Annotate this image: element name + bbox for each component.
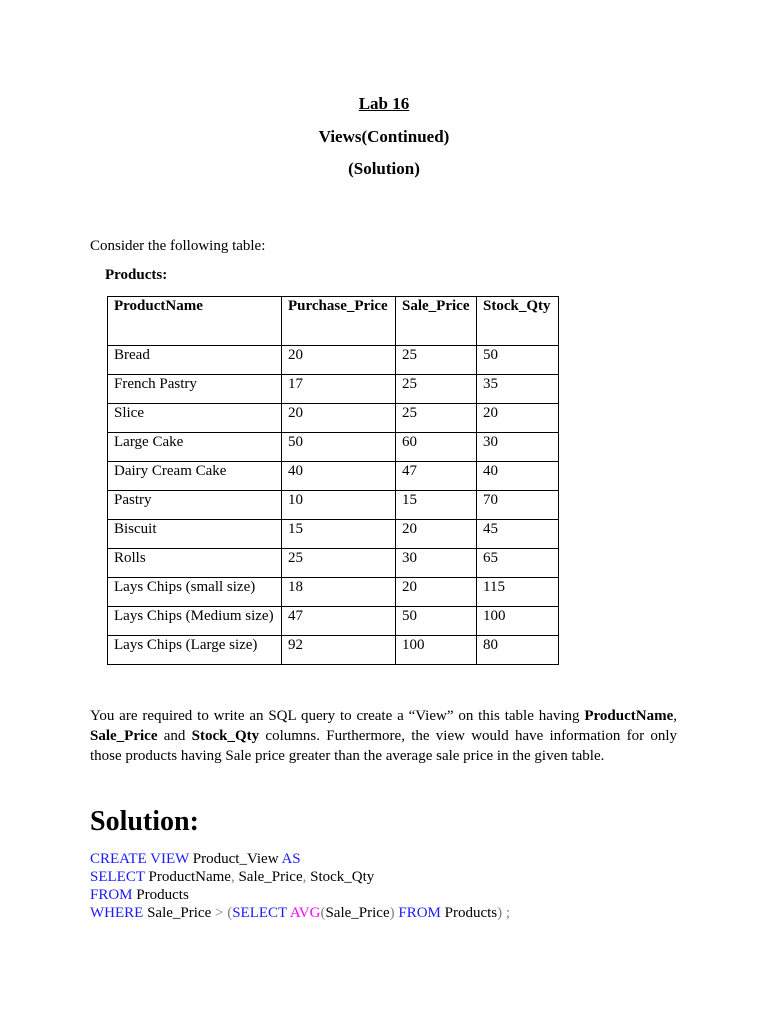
table-cell: 30 (396, 549, 477, 578)
table-cell: 40 (282, 462, 396, 491)
table-cell: 15 (396, 491, 477, 520)
table-cell: 30 (477, 433, 559, 462)
column-header: ProductName (108, 297, 282, 346)
table-cell: 20 (477, 404, 559, 433)
table-row (108, 462, 559, 491)
table-cell: Rolls (108, 549, 282, 578)
table-row (108, 607, 559, 636)
table-cell: 18 (282, 578, 396, 607)
intro-text: Consider the following table: (90, 238, 266, 254)
table-cell: 20 (282, 346, 396, 375)
table-cell: 100 (477, 607, 559, 636)
task-description: You are required to write an SQL query to create a “View” on this table having ProductName, Sale_Price and Stock_Qty columns. Furthermore, the view would have information for only those products having Sale price greater than the average sale price in the given table. (90, 708, 677, 764)
table-cell: 115 (477, 578, 559, 607)
table-cell: Dairy Cream Cake (108, 462, 282, 491)
table-cell: 15 (282, 520, 396, 549)
table-cell: 17 (282, 375, 396, 404)
table-cell: 40 (477, 462, 559, 491)
table-cell: 25 (396, 346, 477, 375)
topic-title: Views(Continued) (318, 127, 450, 146)
table-cell: 50 (477, 346, 559, 375)
table-cell: 47 (396, 462, 477, 491)
table-cell: 100 (396, 636, 477, 665)
table-row (108, 549, 559, 578)
column-header: Stock_Qty (477, 297, 559, 346)
column-header: Sale_Price (396, 297, 477, 346)
table-cell: 35 (477, 375, 559, 404)
solution-heading: Solution: (90, 806, 199, 837)
table-row (108, 636, 559, 665)
table-cell: French Pastry (108, 375, 282, 404)
bold-stock-qty: Stock_Qty (191, 728, 260, 744)
table-cell: 50 (282, 433, 396, 462)
table-header-row (108, 297, 559, 346)
sql-code-block (90, 850, 510, 922)
code-line: FROM Products (90, 887, 189, 903)
table-cell: Bread (108, 346, 282, 375)
table-cell: 20 (282, 404, 396, 433)
table-cell: Lays Chips (small size) (108, 578, 282, 607)
table-cell: 47 (282, 607, 396, 636)
table-cell: 25 (282, 549, 396, 578)
table-cell: 45 (477, 520, 559, 549)
code-line: SELECT ProductName, Sale_Price, Stock_Qty (90, 869, 375, 885)
table-cell: 10 (282, 491, 396, 520)
table-row (108, 404, 559, 433)
table-row (108, 346, 559, 375)
table-cell: 92 (282, 636, 396, 665)
table-cell: 60 (396, 433, 477, 462)
table-cell: Lays Chips (Medium size) (108, 607, 282, 636)
table-cell: 25 (396, 404, 477, 433)
code-line: CREATE VIEW Product_View AS (90, 851, 301, 867)
table-cell: 65 (477, 549, 559, 578)
table-row (108, 520, 559, 549)
table-cell: 70 (477, 491, 559, 520)
table-cell: Slice (108, 404, 282, 433)
solution-subtitle: (Solution) (348, 159, 420, 178)
products-table (107, 296, 559, 665)
table-row (108, 375, 559, 404)
table-cell: Large Cake (108, 433, 282, 462)
table-row (108, 491, 559, 520)
bold-productname: ProductName (584, 708, 674, 724)
table-caption: Products: (105, 267, 168, 283)
table-cell: Lays Chips (Large size) (108, 636, 282, 665)
bold-sale-price: Sale_Price (90, 728, 158, 744)
table-cell: 80 (477, 636, 559, 665)
table-row (108, 578, 559, 607)
table-cell: 50 (396, 607, 477, 636)
code-line: WHERE Sale_Price > (SELECT AVG(Sale_Price) FROM Products) ; (90, 905, 511, 921)
table-cell: 20 (396, 520, 477, 549)
table-cell: 25 (396, 375, 477, 404)
table-cell: 20 (396, 578, 477, 607)
column-header: Purchase_Price (282, 297, 396, 346)
table-row (108, 433, 559, 462)
lab-title: Lab 16 (358, 94, 410, 113)
table-cell: Biscuit (108, 520, 282, 549)
table-cell: Pastry (108, 491, 282, 520)
